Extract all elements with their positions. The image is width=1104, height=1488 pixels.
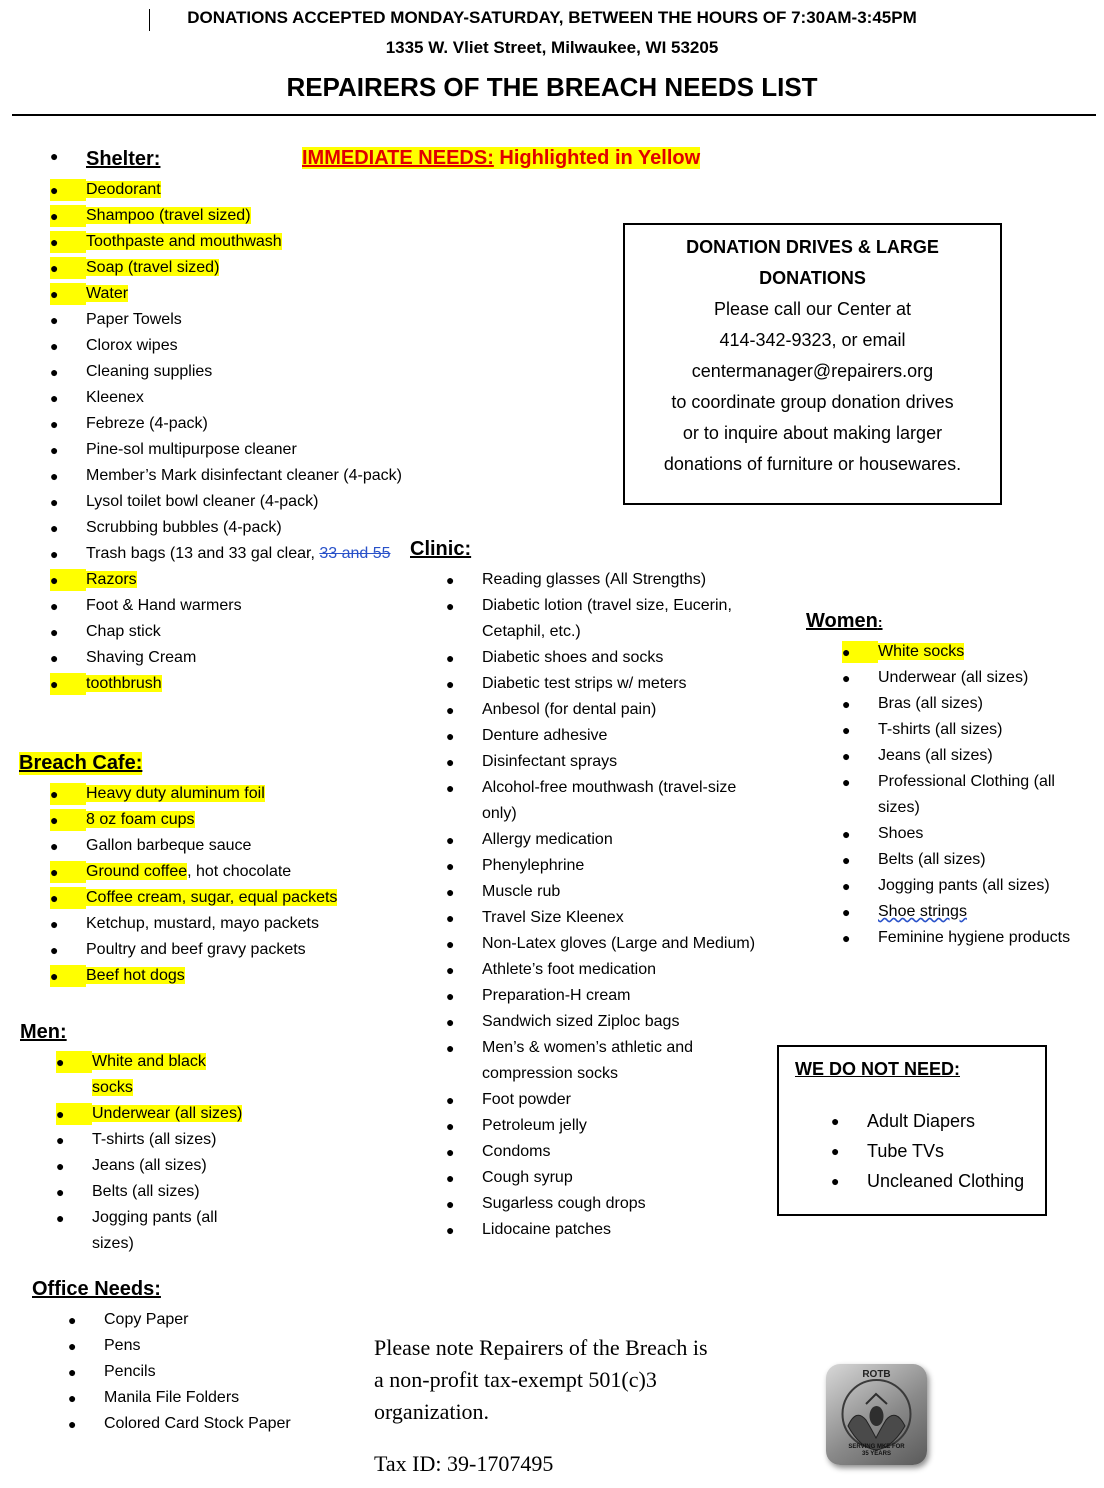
item-text: Pine-sol multipurpose cleaner: [86, 441, 297, 458]
item-text: Diabetic shoes and socks: [482, 649, 664, 666]
rotb-logo: [826, 1364, 927, 1465]
bullet-icon: ●: [50, 338, 59, 354]
bullet-icon: ●: [446, 780, 455, 796]
bullet-icon: ●: [50, 468, 59, 484]
item-text: Petroleum jelly: [482, 1117, 587, 1134]
bullet-icon: ●: [50, 786, 59, 802]
item-text: Foot powder: [482, 1091, 571, 1108]
item-text: Men’s & women’s athletic and: [482, 1039, 694, 1056]
bullet-icon: ●: [842, 644, 851, 660]
immediate-needs-note: [302, 147, 700, 170]
bullet-icon: ●: [68, 1312, 77, 1328]
clinic-item: [446, 853, 776, 879]
item-text: Belts (all sizes): [92, 1183, 200, 1200]
bullet-icon: ●: [446, 1222, 455, 1238]
cafe-list: [50, 781, 410, 989]
bullet-icon: ●: [831, 1113, 840, 1129]
bullet-icon: ●: [50, 442, 59, 458]
item-text: Pens: [104, 1337, 141, 1354]
item-text: Toothpaste and mouthwash: [86, 233, 282, 250]
item-text: Sandwich sized Ziploc bags: [482, 1013, 680, 1030]
item-text: toothbrush: [86, 675, 162, 692]
women-item: [842, 925, 1097, 951]
office-item: [68, 1411, 368, 1437]
logo-top-text: ROTB: [862, 1369, 891, 1380]
item-text: Deodorant: [86, 181, 161, 198]
item-text: Alcohol-free mouthwash (travel-size: [482, 779, 737, 796]
bullet-icon: ●: [68, 1338, 77, 1354]
women-item: [842, 743, 1097, 769]
bullet-icon: ●: [56, 1106, 65, 1122]
item-text: Cough syrup: [482, 1169, 573, 1186]
bullet-icon: ●: [50, 598, 59, 614]
item-text: Disinfectant sprays: [482, 753, 618, 770]
item-text: Foot & Hand warmers: [86, 597, 242, 614]
shelter-item: [50, 177, 410, 203]
item-text: Manila File Folders: [104, 1389, 240, 1406]
logo-bottom-text: [826, 1444, 927, 1458]
bullet-icon: ●: [842, 930, 851, 946]
bullet-icon: ●: [56, 1158, 65, 1174]
cafe-heading: Breach Cafe:: [19, 752, 143, 774]
bullet-icon: ●: [446, 702, 455, 718]
drives-line: or to inquire about making larger: [682, 423, 943, 443]
drives-line: to coordinate group donation drives: [671, 392, 954, 412]
women-heading-colon: :: [877, 614, 883, 630]
clinic-item: [446, 827, 776, 853]
item-text: Sugarless cough drops: [482, 1195, 646, 1212]
item-text: Preparation-H cream: [482, 987, 631, 1004]
item-text: Kleenex: [86, 389, 144, 406]
shelter-item: [50, 229, 410, 255]
bullet-icon: ●: [50, 312, 59, 328]
item-text: Tube TVs: [867, 1141, 945, 1161]
logo-bottom-line: SERVING MKE FOR: [848, 1444, 905, 1450]
bullet-icon: ●: [50, 864, 59, 880]
item-text-continued: only): [482, 805, 517, 822]
item-text: Anbesol (for dental pain): [482, 701, 657, 718]
clinic-item: [446, 1009, 776, 1035]
item-text: Scrubbing bubbles (4-pack): [86, 519, 282, 536]
note-line: a non-profit tax-exempt 501(c)3: [374, 1367, 657, 1392]
hours-line: DONATIONS ACCEPTED MONDAY-SATURDAY, BETWEEN THE HOURS OF 7:30AM-3:45PM: [187, 8, 917, 27]
shelter-item: [50, 385, 410, 411]
not-needed-heading: WE DO NOT NEED:: [795, 1059, 960, 1079]
clinic-item: [446, 1217, 776, 1243]
item-text: Lidocaine patches: [482, 1221, 611, 1238]
item-text-continued: sizes): [92, 1235, 134, 1252]
bullet-icon: ●: [842, 722, 851, 738]
not-needed-list: [831, 1106, 1041, 1196]
item-text: White and black: [92, 1053, 206, 1070]
text-cursor: [149, 9, 150, 31]
item-text: Feminine hygiene products: [878, 929, 1071, 946]
item-text: Adult Diapers: [867, 1111, 976, 1131]
women-item: [842, 691, 1097, 717]
item-text-continued: socks: [92, 1079, 133, 1096]
item-text: Phenylephrine: [482, 857, 585, 874]
shelter-item: [50, 255, 410, 281]
note-line: organization.: [374, 1399, 490, 1424]
bullet-icon: ●: [842, 774, 851, 790]
item-text-continued: sizes): [878, 799, 920, 816]
immediate-needs-text: Highlighted in Yellow: [493, 147, 701, 169]
bullet-icon: ●: [446, 650, 455, 666]
drives-line: Please call our Center at: [713, 299, 912, 319]
women-item: [842, 717, 1097, 743]
item-text: Jeans (all sizes): [92, 1157, 207, 1174]
item-text: Non-Latex gloves (Large and Medium): [482, 935, 756, 952]
men-item: [56, 1179, 256, 1205]
bullet-icon: ●: [446, 884, 455, 900]
women-heading-text: Women: [806, 610, 878, 632]
item-text: Diabetic test strips w/ meters: [482, 675, 687, 692]
bullet-icon: ●: [50, 148, 59, 164]
women-item: [842, 665, 1097, 691]
not-needed-item: [831, 1136, 1041, 1166]
cafe-item: [50, 937, 410, 963]
bullet-icon: ●: [446, 910, 455, 926]
nonprofit-note: [374, 1332, 708, 1428]
bullet-icon: ●: [50, 650, 59, 666]
office-item: [68, 1333, 368, 1359]
item-text: Shaving Cream: [86, 649, 197, 666]
women-list: [842, 639, 1097, 951]
office-item: [68, 1307, 368, 1333]
not-needed-item: [831, 1166, 1041, 1196]
shelter-item: [50, 359, 410, 385]
bullet-icon: ●: [446, 1170, 455, 1186]
bullet-icon: ●: [50, 546, 59, 562]
office-heading: Office Needs:: [32, 1278, 161, 1300]
clinic-item: [446, 1191, 776, 1217]
bullet-icon: ●: [50, 916, 59, 932]
item-text: Reading glasses (All Strengths): [482, 571, 707, 588]
item-text: Water: [86, 285, 129, 302]
item-text: Trash bags (13 and 33 gal clear,: [86, 545, 320, 562]
immediate-needs-label: IMMEDIATE NEEDS:: [302, 147, 494, 169]
shelter-heading: Shelter:: [86, 148, 161, 170]
bullet-icon: ●: [446, 1014, 455, 1030]
item-text: Member’s Mark disinfectant cleaner (4-pack): [86, 467, 402, 484]
item-text: Ketchup, mustard, mayo packets: [86, 915, 319, 932]
bullet-icon: ●: [446, 936, 455, 952]
bullet-icon: ●: [50, 624, 59, 640]
not-needed-box: [777, 1045, 1047, 1216]
item-text: 8 oz foam cups: [86, 811, 195, 828]
bullet-icon: ●: [842, 826, 851, 842]
clinic-item: [446, 1087, 776, 1113]
bullet-icon: ●: [50, 968, 59, 984]
item-text: T-shirts (all sizes): [878, 721, 1003, 738]
item-text: Heavy duty aluminum foil: [86, 785, 265, 802]
drives-line: donations of furniture or housewares.: [663, 454, 962, 474]
clinic-item: [446, 1139, 776, 1165]
item-text: Belts (all sizes): [878, 851, 986, 868]
bullet-icon: ●: [831, 1173, 840, 1189]
clinic-item: [446, 749, 776, 775]
bullet-icon: ●: [831, 1143, 840, 1159]
shelter-item: [50, 437, 410, 463]
item-text: Shoes: [878, 825, 924, 842]
clinic-list: [446, 567, 776, 1243]
shelter-item: [50, 333, 410, 359]
item-text: Copy Paper: [104, 1311, 189, 1328]
clinic-item: [446, 1035, 776, 1087]
item-text: Athlete’s foot medication: [482, 961, 657, 978]
cafe-item: [50, 807, 410, 833]
shelter-item: [50, 515, 410, 541]
bullet-icon: ●: [56, 1210, 65, 1226]
men-item: [56, 1101, 256, 1127]
item-text-continued: compression socks: [482, 1065, 619, 1082]
clinic-item: [446, 1113, 776, 1139]
bullet-icon: ●: [68, 1390, 77, 1406]
men-item: [56, 1049, 256, 1101]
bullet-icon: ●: [446, 1144, 455, 1160]
item-text: Cleaning supplies: [86, 363, 213, 380]
men-item: [56, 1205, 256, 1257]
item-text: Soap (travel sized): [86, 259, 220, 276]
women-item: [842, 899, 1097, 925]
item-text: Uncleaned Clothing: [867, 1171, 1025, 1191]
shelter-item: [50, 489, 410, 515]
cafe-item: [50, 963, 410, 989]
women-item: [842, 821, 1097, 847]
bullet-icon: ●: [56, 1132, 65, 1148]
bullet-icon: ●: [50, 286, 59, 302]
bullet-icon: ●: [50, 838, 59, 854]
item-text: Coffee cream, sugar, equal packets: [86, 889, 338, 906]
bullet-icon: ●: [446, 858, 455, 874]
drives-title-line2: DONATIONS: [759, 268, 866, 288]
tax-id: Tax ID: 39-1707495: [374, 1451, 554, 1476]
bullet-icon: ●: [50, 234, 59, 250]
women-item: [842, 639, 1097, 665]
bullet-icon: ●: [50, 182, 59, 198]
item-text: Gallon barbeque sauce: [86, 837, 252, 854]
bullet-icon: ●: [56, 1054, 65, 1070]
item-text: Allergy medication: [482, 831, 613, 848]
clinic-item: [446, 775, 776, 827]
item-text: Condoms: [482, 1143, 551, 1160]
bullet-icon: ●: [50, 494, 59, 510]
women-heading: [806, 610, 883, 633]
item-text: Shampoo (travel sized): [86, 207, 251, 224]
bullet-icon: ●: [842, 670, 851, 686]
item-text: Underwear (all sizes): [878, 669, 1029, 686]
clinic-heading: Clinic:: [410, 538, 472, 560]
shelter-item: [50, 203, 410, 229]
bullet-icon: ●: [50, 208, 59, 224]
item-text: Paper Towels: [86, 311, 182, 328]
item-text: Ground coffee: [86, 863, 188, 880]
cafe-item: [50, 859, 410, 885]
clinic-item: [446, 567, 776, 593]
women-item: [842, 769, 1097, 821]
bullet-icon: ●: [446, 1092, 455, 1108]
cafe-item: [50, 781, 410, 807]
cafe-item: [50, 885, 410, 911]
men-heading: Men:: [20, 1021, 67, 1043]
item-text: Shoe strings: [878, 903, 967, 920]
shelter-item: [50, 463, 410, 489]
shelter-item: [50, 281, 410, 307]
item-text-continued: Cetaphil, etc.): [482, 623, 581, 640]
drives-email: centermanager@repairers.org: [691, 361, 934, 381]
shelter-item: [50, 567, 410, 593]
item-text: Denture adhesive: [482, 727, 608, 744]
bullet-icon: ●: [68, 1416, 77, 1432]
bullet-icon: ●: [68, 1364, 77, 1380]
bullet-icon: ●: [446, 598, 455, 614]
shelter-item: [50, 645, 410, 671]
item-text: Chap stick: [86, 623, 161, 640]
struck-text: 33 and 55: [319, 545, 391, 562]
office-item: [68, 1359, 368, 1385]
cafe-item: [50, 911, 410, 937]
logo-bottom-line: 35 YEARS: [862, 1451, 891, 1457]
address-line: 1335 W. Vliet Street, Milwaukee, WI 53205: [385, 38, 719, 57]
not-needed-item: [831, 1106, 1041, 1136]
item-text: Bras (all sizes): [878, 695, 983, 712]
clinic-item: [446, 697, 776, 723]
item-text: Muscle rub: [482, 883, 561, 900]
item-text: Diabetic lotion (travel size, Eucerin,: [482, 597, 732, 614]
clinic-item: [446, 593, 776, 645]
item-text: Febreze (4-pack): [86, 415, 208, 432]
item-text: Poultry and beef gravy packets: [86, 941, 306, 958]
bullet-icon: ●: [50, 390, 59, 406]
item-text: T-shirts (all sizes): [92, 1131, 217, 1148]
women-item: [842, 847, 1097, 873]
item-suffix: , hot chocolate: [187, 863, 292, 880]
shelter-item: [50, 619, 410, 645]
item-text: Clorox wipes: [86, 337, 178, 354]
item-text: Professional Clothing (all: [878, 773, 1055, 790]
bullet-icon: ●: [842, 904, 851, 920]
item-text: Jeans (all sizes): [878, 747, 993, 764]
office-list: [68, 1307, 368, 1437]
clinic-item: [446, 983, 776, 1009]
bullet-icon: ●: [446, 832, 455, 848]
drives-title-line1: DONATION DRIVES & LARGE: [686, 237, 939, 257]
shelter-item: [50, 593, 410, 619]
clinic-item: [446, 671, 776, 697]
bullet-icon: ●: [842, 696, 851, 712]
bullet-icon: ●: [446, 962, 455, 978]
clinic-item: [446, 931, 776, 957]
bullet-icon: ●: [56, 1184, 65, 1200]
item-text: Jogging pants (all sizes): [878, 877, 1050, 894]
shelter-item: [50, 541, 410, 567]
bullet-icon: ●: [50, 890, 59, 906]
shelter-item: [50, 411, 410, 437]
bullet-icon: ●: [446, 754, 455, 770]
clinic-item: [446, 723, 776, 749]
bullet-icon: ●: [50, 416, 59, 432]
bullet-icon: ●: [446, 988, 455, 1004]
item-text: Pencils: [104, 1363, 156, 1380]
clinic-item: [446, 645, 776, 671]
bullet-icon: ●: [50, 572, 59, 588]
cafe-item: [50, 833, 410, 859]
bullet-icon: ●: [50, 364, 59, 380]
item-text: Razors: [86, 571, 137, 588]
clinic-item: [446, 905, 776, 931]
page-title: REPAIRERS OF THE BREACH NEEDS LIST: [286, 72, 818, 102]
item-text: Jogging pants (all: [92, 1209, 218, 1226]
bullet-icon: ●: [446, 728, 455, 744]
bullet-icon: ●: [842, 852, 851, 868]
item-text: Travel Size Kleenex: [482, 909, 624, 926]
bullet-icon: ●: [446, 676, 455, 692]
bullet-icon: ●: [446, 1196, 455, 1212]
bullet-icon: ●: [446, 572, 455, 588]
bullet-icon: ●: [50, 676, 59, 692]
bullet-icon: ●: [50, 260, 59, 276]
men-item: [56, 1127, 256, 1153]
bullet-icon: ●: [50, 942, 59, 958]
men-list: [56, 1049, 256, 1257]
women-item: [842, 873, 1097, 899]
note-line: Please note Repairers of the Breach is: [374, 1335, 708, 1360]
bullet-icon: ●: [50, 812, 59, 828]
item-text: White socks: [878, 643, 965, 660]
item-text: Beef hot dogs: [86, 967, 185, 984]
clinic-item: [446, 957, 776, 983]
bullet-icon: ●: [446, 1040, 455, 1056]
clinic-item: [446, 879, 776, 905]
item-text: Underwear (all sizes): [92, 1105, 243, 1122]
bullet-icon: ●: [842, 748, 851, 764]
shelter-item: [50, 671, 410, 697]
item-text: Lysol toilet bowl cleaner (4-pack): [86, 493, 319, 510]
shelter-item: [50, 307, 410, 333]
bullet-icon: ●: [446, 1118, 455, 1134]
men-item: [56, 1153, 256, 1179]
clinic-item: [446, 1165, 776, 1191]
drives-line: 414-342-9323, or email: [719, 330, 906, 350]
bullet-icon: ●: [842, 878, 851, 894]
shelter-list: [50, 177, 410, 697]
donation-drives-box: [623, 223, 1002, 505]
office-item: [68, 1385, 368, 1411]
item-text: Colored Card Stock Paper: [104, 1415, 291, 1432]
bullet-icon: ●: [50, 520, 59, 536]
header-divider: [12, 114, 1096, 116]
